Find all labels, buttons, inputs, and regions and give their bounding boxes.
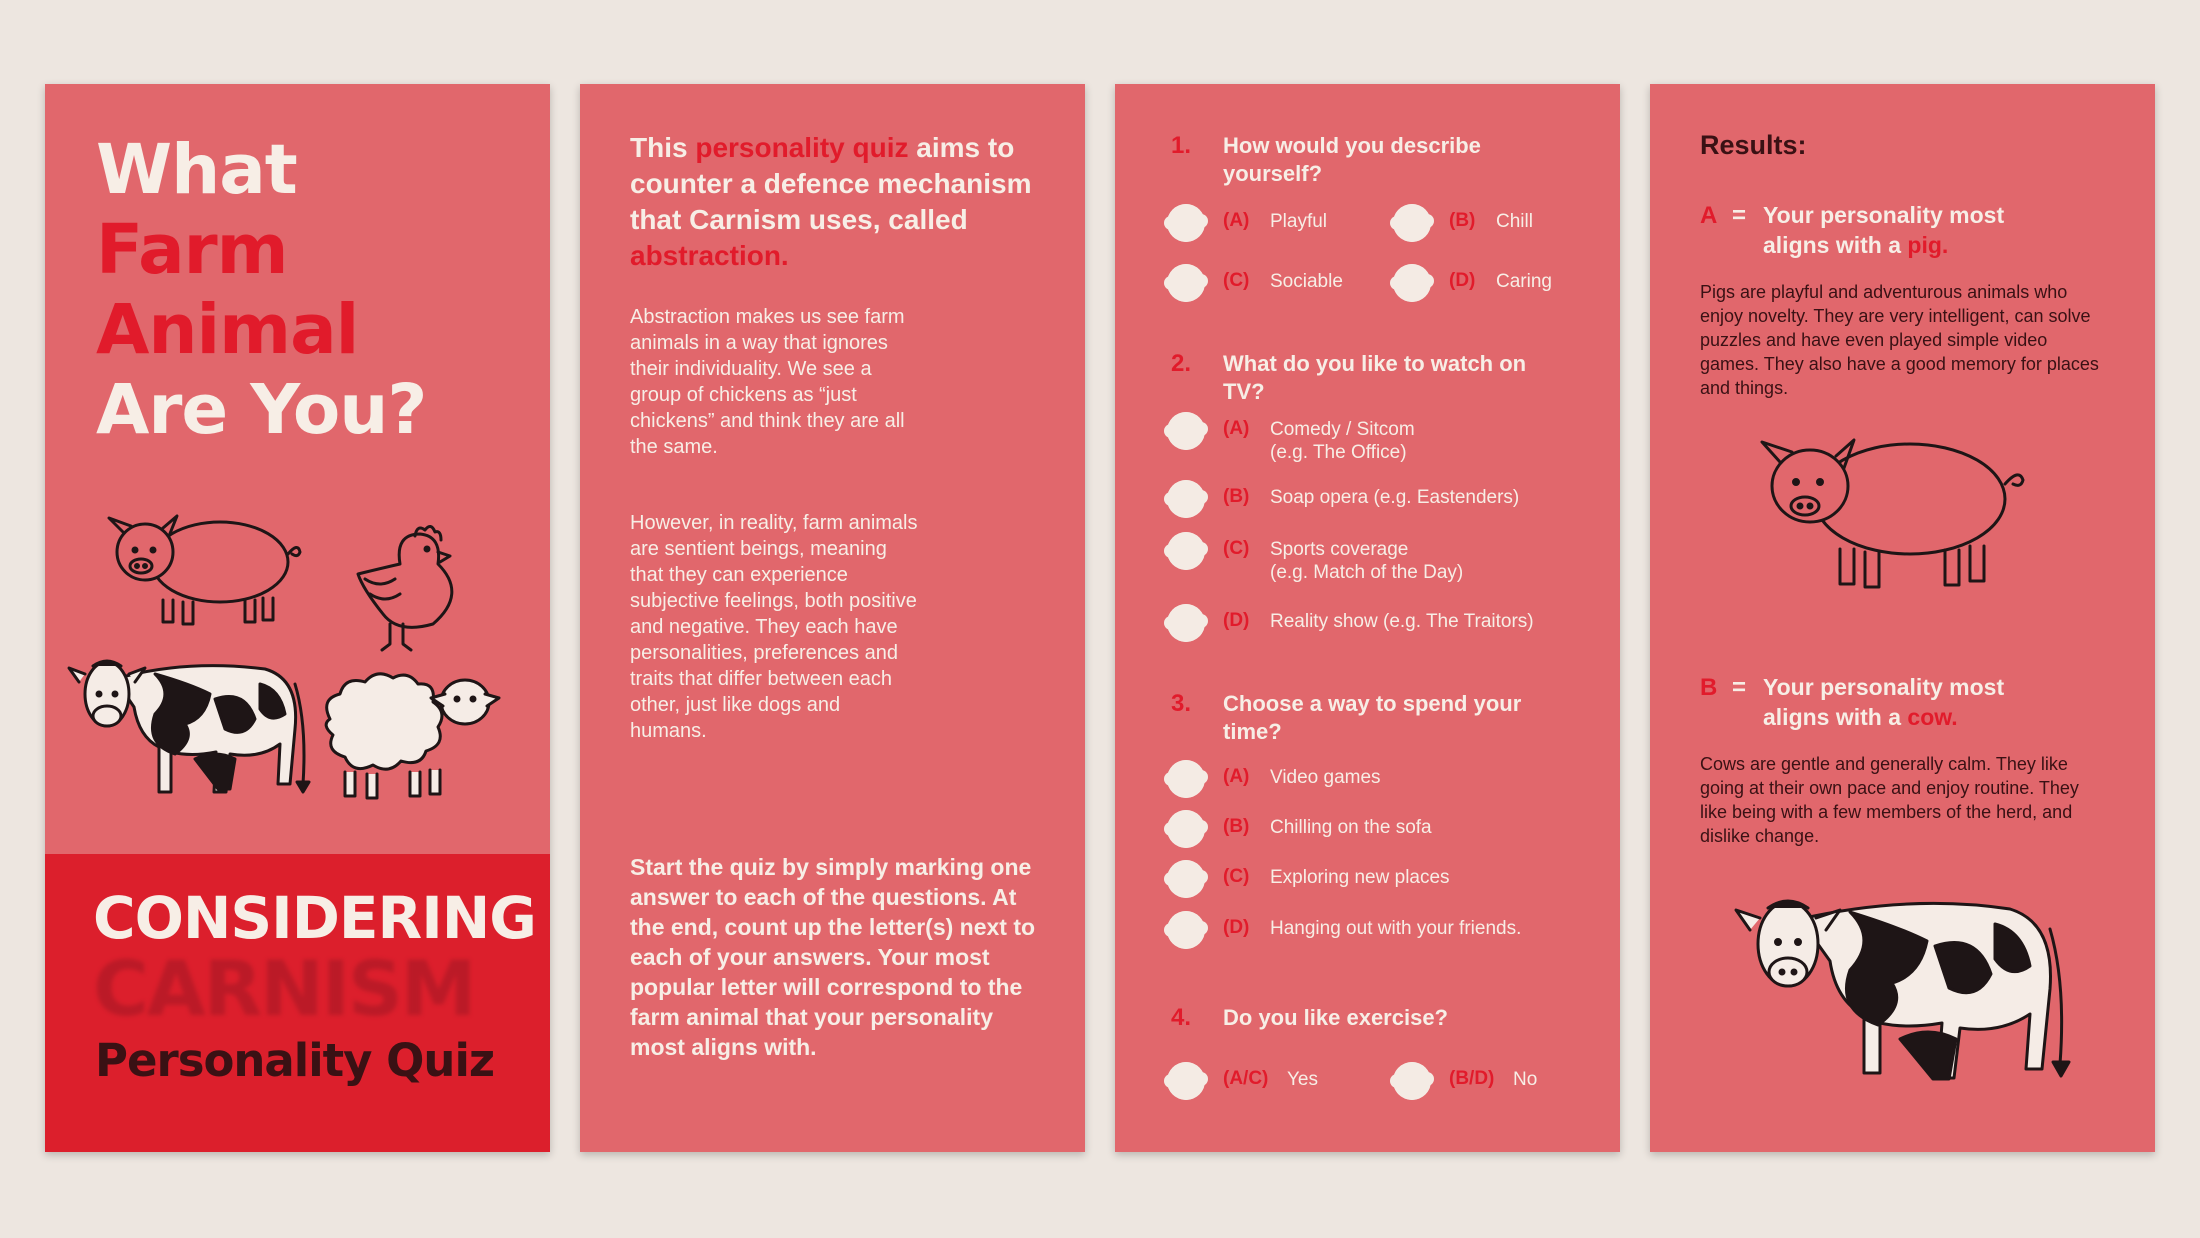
answer-checkbox[interactable] xyxy=(1167,480,1205,518)
answer-option[interactable] xyxy=(1393,264,1593,304)
option-letter: (B) xyxy=(1449,210,1476,231)
option-letter: (D) xyxy=(1449,270,1476,291)
answer-option[interactable] xyxy=(1167,760,1587,800)
result-a-equals: = xyxy=(1732,202,1747,229)
title-line-are-you: Are You? xyxy=(96,370,427,450)
result-b-letter: B xyxy=(1700,674,1718,701)
option-letter: (C) xyxy=(1223,866,1250,887)
option-text: Caring xyxy=(1496,271,1552,292)
option-text: Sociable xyxy=(1270,271,1343,292)
brand-band xyxy=(45,854,550,1152)
option-text: No xyxy=(1513,1069,1538,1090)
result-a-letter: A xyxy=(1700,202,1718,229)
option-text: Comedy / Sitcom (e.g. The Office) xyxy=(1270,419,1415,463)
option-text: Video games xyxy=(1270,767,1381,788)
intro-panel xyxy=(580,84,1085,1152)
question-number: 2. xyxy=(1171,350,1192,377)
chicken-illustration xyxy=(358,526,452,650)
result-b-description: Cows are gentle and generally calm. They like going at their own pace and enjoy routine. They like being with a few members of the herd, and dislike change. xyxy=(1700,754,2079,846)
cover-subtitle: Personality Quiz xyxy=(95,1034,495,1087)
answer-checkbox[interactable] xyxy=(1167,860,1205,898)
option-text: Chill xyxy=(1496,211,1533,232)
answer-checkbox[interactable] xyxy=(1167,204,1205,242)
intro-text-2: aims to counter a defence mechanism that Carnism uses, called xyxy=(630,132,1032,235)
results-panel xyxy=(1650,84,2155,1152)
option-letter: (A/C) xyxy=(1223,1068,1269,1089)
answer-checkbox[interactable] xyxy=(1393,264,1431,302)
answer-checkbox[interactable] xyxy=(1167,264,1205,302)
option-letter: (B) xyxy=(1223,816,1250,837)
option-text: Sports coverage (e.g. Match of the Day) xyxy=(1270,539,1464,583)
question-text: How would you describe yourself? xyxy=(1223,133,1481,186)
result-a-description: Pigs are playful and adventurous animals who enjoy novelty. They are very intelligent, can solve puzzles and have even played simple video games. They also have a good memory for places and things. xyxy=(1700,282,2099,398)
cover-animals-illustration xyxy=(45,494,550,894)
option-text: Playful xyxy=(1270,211,1328,232)
title-line-animal: Animal xyxy=(96,290,359,370)
option-letter: (C) xyxy=(1223,538,1250,559)
title-line-farm: Farm xyxy=(96,210,288,290)
pig-illustration xyxy=(109,516,300,624)
results-heading: Results: xyxy=(1700,130,1807,160)
abstraction-paragraph: Abstraction makes us see farm animals in a way that ignores their individuality. We see a group of chickens as “just chickens” and think they are all the same. xyxy=(630,306,905,458)
title-line-what: What xyxy=(96,130,297,210)
option-letter: (A) xyxy=(1223,766,1250,787)
question-text: What do you like to watch on TV? xyxy=(1223,351,1527,404)
answer-option[interactable] xyxy=(1393,1062,1593,1102)
answer-option[interactable] xyxy=(1393,204,1593,244)
intro-text-1: This xyxy=(630,132,696,163)
option-letter: (D) xyxy=(1223,610,1250,631)
brand-considering: CONSIDERING xyxy=(93,884,536,952)
cover-panel xyxy=(45,84,550,1152)
option-text: Soap opera (e.g. Eastenders) xyxy=(1270,487,1520,508)
answer-option[interactable] xyxy=(1167,810,1587,850)
option-letter: (B/D) xyxy=(1449,1068,1495,1089)
question-text: Choose a way to spend your time? xyxy=(1223,691,1522,744)
answer-option[interactable] xyxy=(1167,204,1367,244)
cow-illustration xyxy=(69,661,309,792)
pig-illustration xyxy=(1750,414,2050,614)
cover-title xyxy=(96,130,426,450)
result-b-equals: = xyxy=(1732,674,1747,701)
answer-option[interactable] xyxy=(1167,911,1587,951)
question-text: Do you like exercise? xyxy=(1223,1005,1448,1030)
question-number: 3. xyxy=(1171,690,1192,717)
result-b-animal: cow. xyxy=(1907,704,1958,730)
option-letter: (A) xyxy=(1223,418,1250,439)
quiz-panel xyxy=(1115,84,1620,1152)
answer-option[interactable] xyxy=(1167,604,1587,644)
intro-highlight-quiz: personality quiz xyxy=(695,132,909,163)
question-number: 4. xyxy=(1171,1004,1192,1031)
answer-checkbox[interactable] xyxy=(1167,760,1205,798)
answer-option[interactable] xyxy=(1167,532,1587,583)
result-a-heading: Your personality most aligns with a pig. xyxy=(1763,202,2005,258)
option-letter: (D) xyxy=(1223,917,1250,938)
reality-paragraph: However, in reality, farm animals are sentient beings, meaning that they can experience subjective feelings, both positive and negative. They each have personalities, preferences and traits that differ between each other, just like dogs and humans. xyxy=(630,512,918,742)
answer-checkbox[interactable] xyxy=(1393,204,1431,242)
answer-option[interactable] xyxy=(1167,480,1587,520)
instructions-paragraph: Start the quiz by simply marking one answer to each of the questions. At the end, count up the letter(s) next to each of your answers. Your most popular letter will correspond to the farm animal that your personality most aligns with. xyxy=(630,854,1036,1060)
answer-option[interactable] xyxy=(1167,860,1587,900)
answer-option[interactable] xyxy=(1167,1062,1367,1102)
brand-carnism: CARNISM xyxy=(93,944,475,1033)
intro-highlight-abstraction: abstraction. xyxy=(630,240,789,271)
option-letter: (A) xyxy=(1223,210,1250,231)
answer-checkbox[interactable] xyxy=(1393,1062,1431,1100)
option-text: Chilling on the sofa xyxy=(1270,817,1432,838)
result-a-animal: pig. xyxy=(1907,232,1949,258)
option-text: Yes xyxy=(1287,1069,1318,1090)
cow-illustration xyxy=(1720,874,2100,1104)
intro-heading xyxy=(630,130,1050,274)
option-text: Exploring new places xyxy=(1270,867,1450,888)
answer-checkbox[interactable] xyxy=(1167,604,1205,642)
question-number: 1. xyxy=(1171,132,1192,159)
answer-checkbox[interactable] xyxy=(1167,532,1205,570)
answer-checkbox[interactable] xyxy=(1167,1062,1205,1100)
answer-checkbox[interactable] xyxy=(1167,810,1205,848)
sheep-illustration xyxy=(326,674,499,798)
answer-checkbox[interactable] xyxy=(1167,412,1205,450)
answer-checkbox[interactable] xyxy=(1167,911,1205,949)
option-letter: (B) xyxy=(1223,486,1250,507)
option-text: Reality show (e.g. The Traitors) xyxy=(1270,611,1534,632)
answer-option[interactable] xyxy=(1167,412,1587,463)
result-b-heading: Your personality most aligns with a cow. xyxy=(1763,674,2005,730)
option-letter: (C) xyxy=(1223,270,1250,291)
option-text: Hanging out with your friends. xyxy=(1270,918,1522,939)
answer-option[interactable] xyxy=(1167,264,1367,304)
